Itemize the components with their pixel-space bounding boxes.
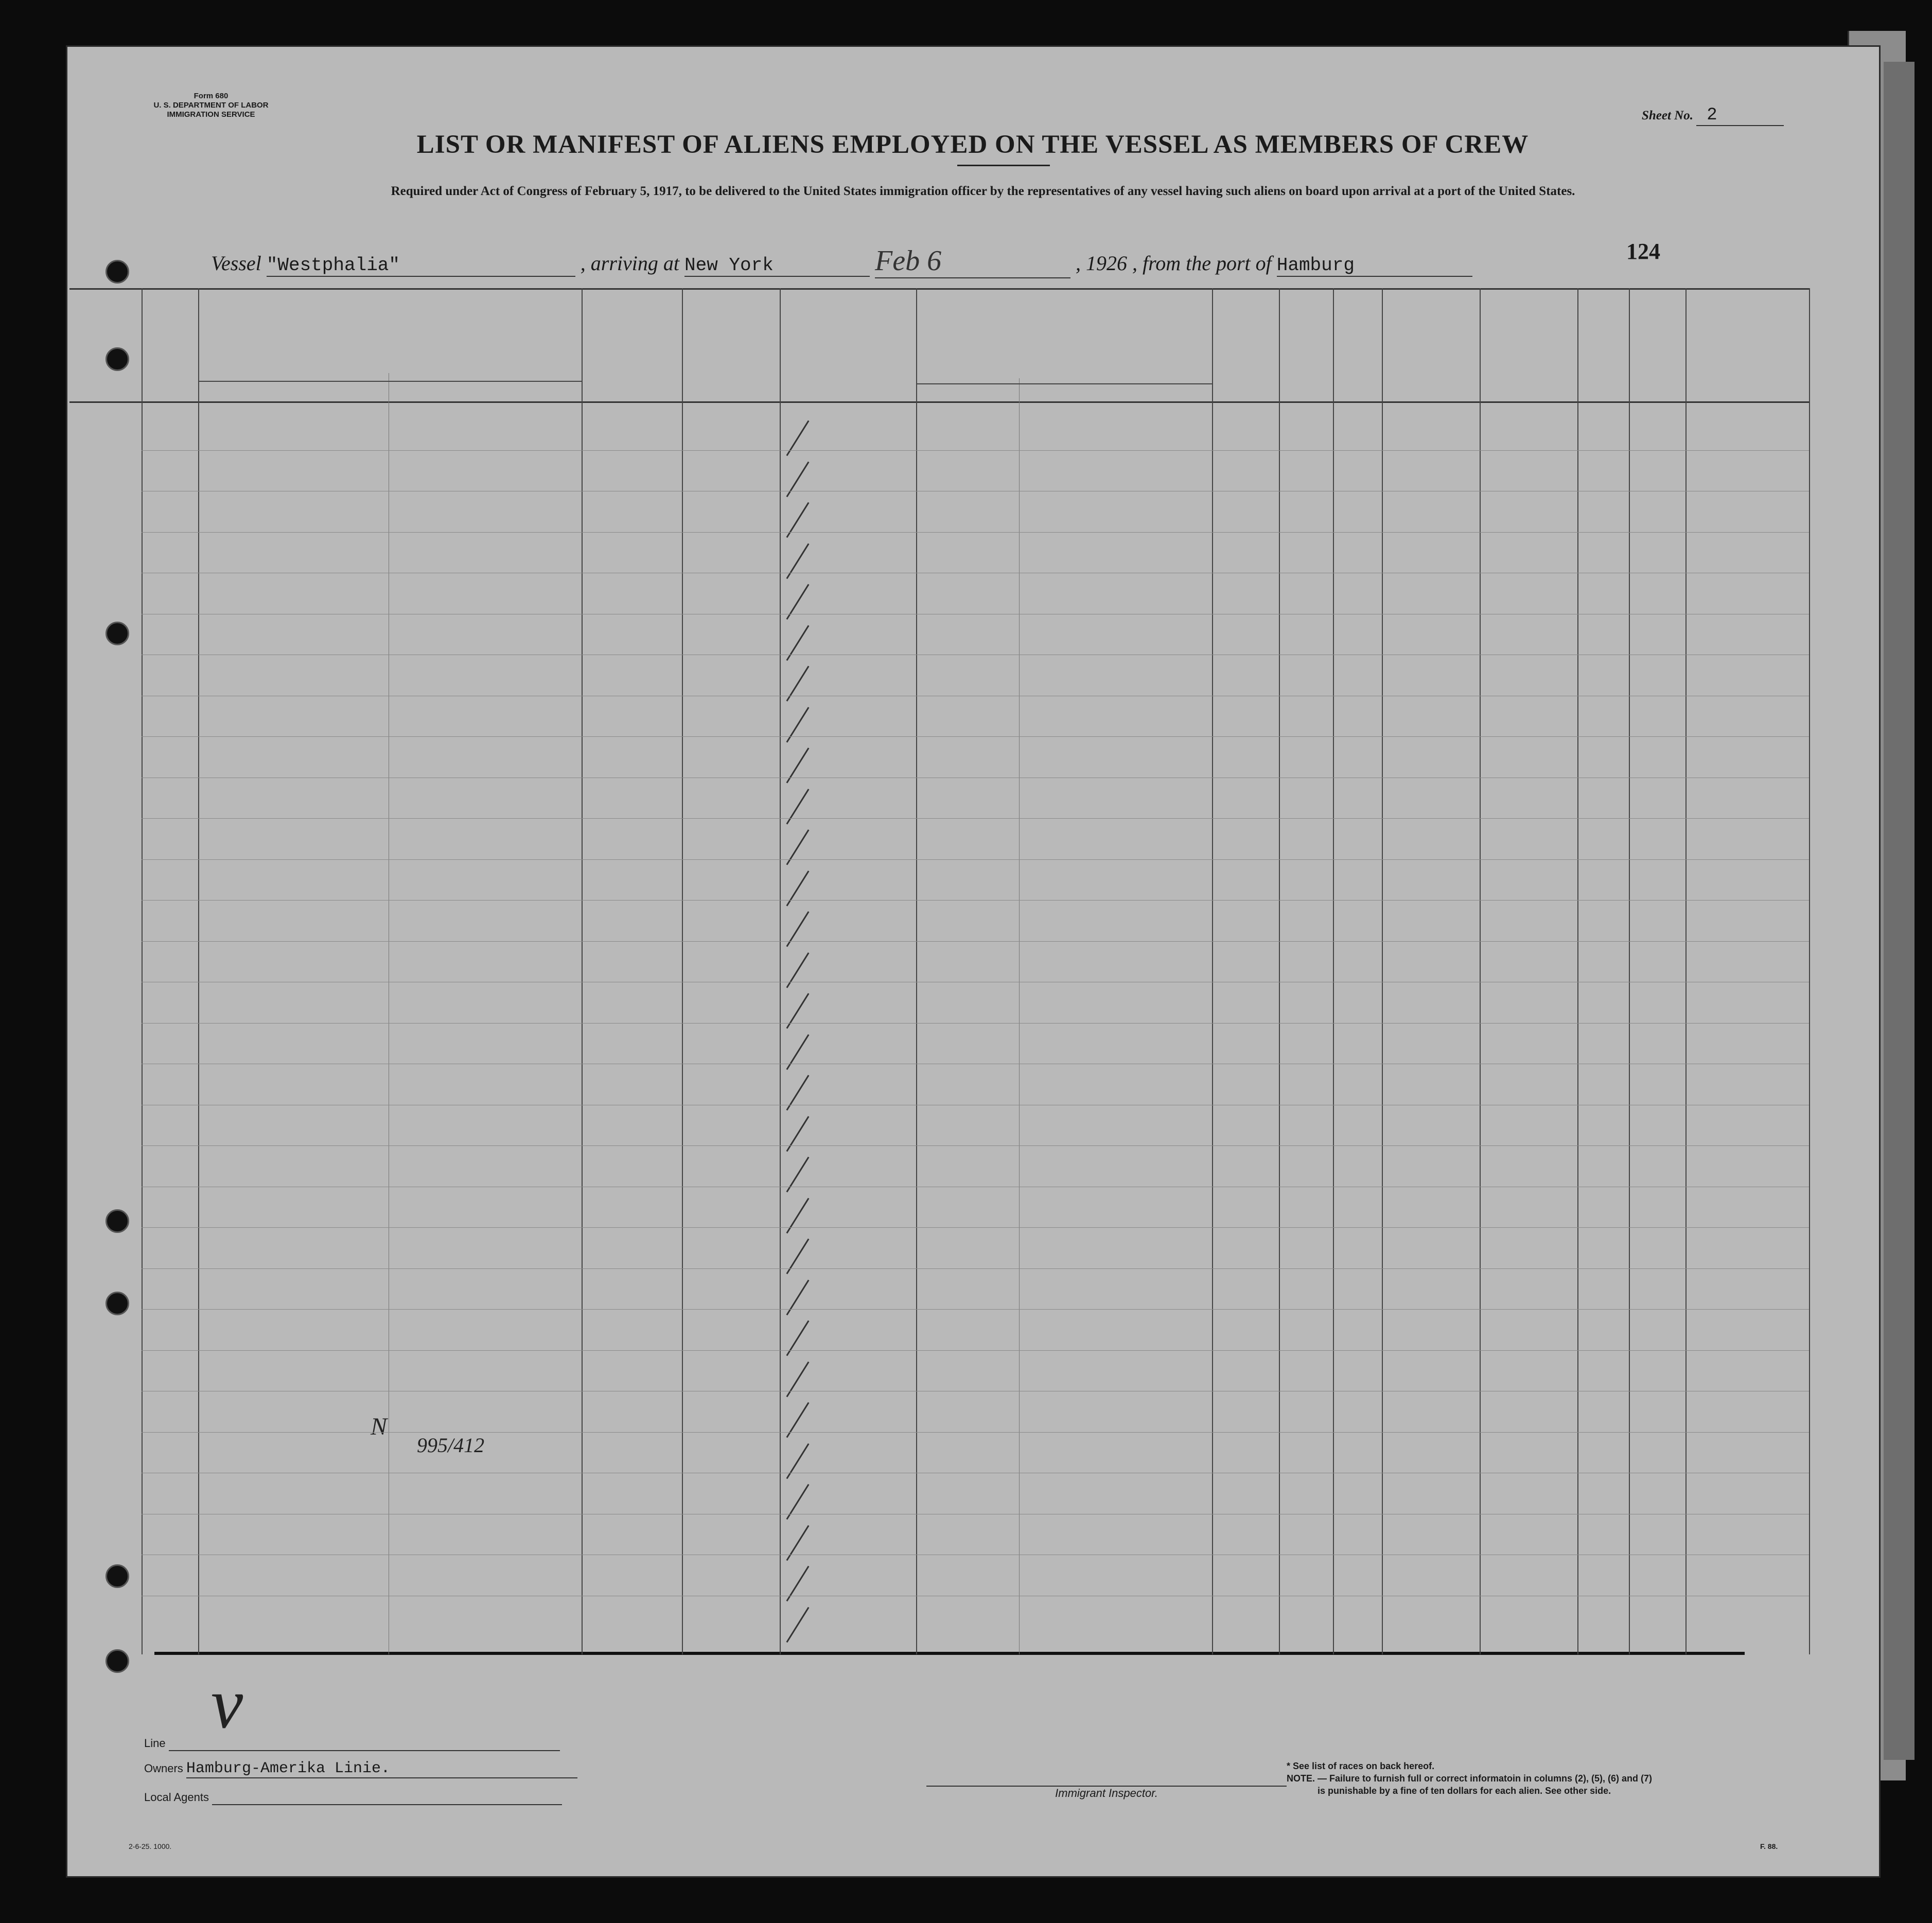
- note-races: * See list of races on back hereof.: [1287, 1761, 1435, 1771]
- arriving-label: , arriving at: [580, 252, 679, 275]
- column-divider: [1212, 288, 1213, 1654]
- punch-hole: [106, 1292, 129, 1315]
- departure-port: Hamburg: [1277, 255, 1472, 277]
- page-edge-shadow: [1884, 62, 1915, 1760]
- table-end-rule: [154, 1652, 1745, 1655]
- row-rule: [142, 1145, 1809, 1146]
- punch-hole: [106, 1564, 129, 1588]
- column-divider: [1577, 288, 1578, 1654]
- column-divider: [780, 288, 781, 1654]
- shipped-subheader-rule: [916, 383, 1212, 384]
- vessel-name: "Westphalia": [267, 255, 575, 277]
- arrival-date: Feb 6: [875, 244, 1070, 278]
- column-divider: [1809, 288, 1810, 1654]
- row-rule: [142, 1023, 1809, 1024]
- from-label: from the port of: [1143, 252, 1272, 275]
- note-penalty-cont: is punishable by a fine of ten dollars for each alien. See other side.: [1318, 1786, 1611, 1796]
- row-rule: [142, 532, 1809, 533]
- year: , 1926 ,: [1076, 252, 1137, 275]
- column-divider: [1480, 288, 1481, 1654]
- owners-value: Hamburg-Amerika Linie.: [186, 1760, 577, 1778]
- department: U. S. DEPARTMENT OF LABOR: [153, 101, 269, 110]
- punch-hole: [106, 347, 129, 371]
- sheet-label: Sheet No.: [1642, 109, 1693, 122]
- row-rule: [142, 1350, 1809, 1351]
- row-rule: [142, 1432, 1809, 1433]
- agents-field: [144, 1791, 562, 1805]
- column-divider: [198, 288, 199, 1654]
- note-penalty: NOTE. — Failure to furnish full or correct informatoin in columns (2), (5), (6) and (7): [1287, 1773, 1653, 1784]
- row-rule: [142, 450, 1809, 451]
- column-divider: [1382, 288, 1383, 1654]
- line-label: Line: [144, 1737, 166, 1750]
- table-top-rule: [69, 288, 1809, 290]
- annotation-mark: N: [371, 1413, 388, 1440]
- row-rule: [142, 736, 1809, 737]
- service: IMMIGRATION SERVICE: [167, 110, 255, 119]
- annotation-number: 995/412: [417, 1434, 485, 1457]
- name-subheader-rule: [198, 381, 582, 382]
- line-field: [144, 1737, 560, 1751]
- column-divider: [1279, 288, 1280, 1654]
- manifest-sheet: [66, 45, 1881, 1878]
- owners-field: [144, 1760, 577, 1778]
- vessel-label: Vessel: [211, 252, 261, 275]
- column-divider: [142, 288, 143, 1654]
- page-subtitle: Required under Act of Congress of February 5, 1917, to be delivered to the United States immigration officer by the representatives of any vessel having such aliens on board upon arrival at a port of the United States.: [391, 184, 1575, 198]
- punch-hole: [106, 1209, 129, 1233]
- row-rule: [142, 1268, 1809, 1269]
- page-title: LIST OR MANIFEST OF ALIENS EMPLOYED ON THE VESSEL AS MEMBERS OF CREW: [416, 130, 1529, 159]
- column-divider: [1629, 288, 1630, 1654]
- handwritten-check: v: [211, 1664, 243, 1743]
- column-divider: [682, 288, 683, 1654]
- form-number: Form 680: [194, 92, 229, 100]
- column-divider: [1333, 288, 1334, 1654]
- punch-hole: [106, 260, 129, 284]
- row-rule: [142, 900, 1809, 901]
- column-divider: [1685, 288, 1687, 1654]
- owners-label: Owners: [144, 1762, 183, 1775]
- inspector-signature: Immigrant Inspector.: [926, 1786, 1287, 1800]
- form-header: [108, 92, 314, 119]
- voyage-line: [211, 244, 1472, 278]
- footnote: [1287, 1760, 1652, 1797]
- header-bottom-rule: [69, 401, 1809, 403]
- form-code: F. 88.: [1760, 1842, 1778, 1850]
- row-rule: [142, 941, 1809, 942]
- agents-label: Local Agents: [144, 1791, 209, 1804]
- row-rule: [142, 818, 1809, 819]
- subcolumn-divider: [1019, 378, 1020, 1654]
- punch-hole: [106, 622, 129, 645]
- row-rule: [142, 1227, 1809, 1228]
- row-rule: [142, 859, 1809, 860]
- stamp-number: 124: [1626, 239, 1660, 264]
- column-divider: [582, 288, 583, 1654]
- print-code: 2-6-25. 1000.: [129, 1842, 172, 1850]
- punch-hole: [106, 1649, 129, 1673]
- title-underline: [957, 165, 1050, 166]
- sheet-number: [1642, 105, 1784, 126]
- sheet-value: 2: [1696, 105, 1784, 126]
- arrival-port: New York: [684, 255, 870, 277]
- row-rule: [142, 1309, 1809, 1310]
- column-divider: [916, 288, 917, 1654]
